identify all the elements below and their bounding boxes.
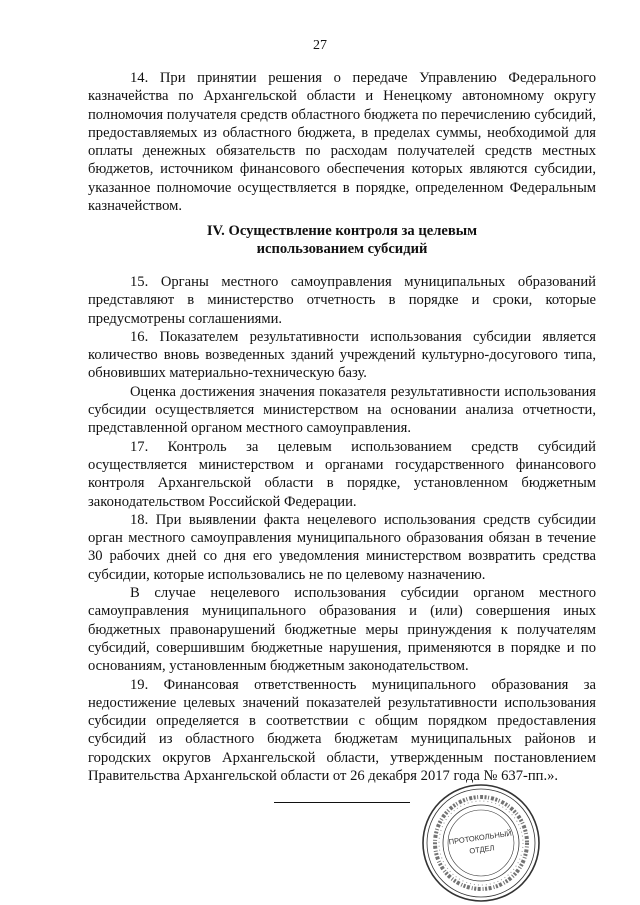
paragraph-19: 19. Финансовая ответственность муниципального образования за недостижение целевых значений показателей результативности использования субсидии определяется в соответствии с общим порядком предоставления субсидий из областного бюджета бюджетам муниципальных районов и городских округов Архангельской области, утвержденным постановлением Правительства Архангельской области от 26 декабря 2017 года № 637-пп.». — [88, 676, 596, 785]
protocol-department-stamp — [420, 782, 542, 904]
stamp-center-line-2: ОТДЕЛ — [468, 843, 495, 856]
page-number: 27 — [313, 38, 327, 53]
paragraph-18: 18. При выявлении факта нецелевого использования средств субсидии орган местного самоуправления муниципального образования обязан в течение 30 рабочих дней со дня его уведомления министерством возвратить средства субсидии, которые использовались не по целевому назначению. — [88, 511, 596, 583]
section-heading-line-2: использованием субсидий — [256, 241, 428, 258]
top-text-block — [88, 69, 596, 215]
main-text-block — [88, 273, 596, 785]
paragraph-16-assessment: Оценка достижения значения показателя результативности использования субсидии осуществляется министерством на основании анализа отчетности, представленной органом местного самоуправления. — [88, 383, 596, 437]
section-heading — [88, 222, 596, 259]
paragraph-17: 17. Контроль за целевым использованием средств субсидий осуществляется министерством и органами государственного финансового контроля Архангельской области в порядке, установленном бюджетным законодательством Российской Федерации. — [88, 438, 596, 510]
signature-line — [274, 802, 410, 803]
paragraph-14: 14. При принятии решения о передаче Управлению Федерального казначейства по Архангельской области и Ненецкому автономному округу полномочия получателя средств областного бюджета по перечислению субсидий, предоставляемых из областного бюджета, в пределах суммы, необходимой для оплаты денежных обязательств по расходам получателей средств местных бюджетов, источником финансового обеспечения которых являются субсидии, указанное полномочие осуществляется в порядке, определенном Федеральным казначейством. — [88, 70, 596, 215]
section-heading-line-1: IV. Осуществление контроля за целевым — [206, 223, 478, 239]
paragraph-18-misuse: В случае нецелевого использования субсидии органом местного самоуправления муниципального образования и (или) совершения иных бюджетных правонарушений бюджетные меры принуждения к получателям субсидий, совершившим бюджетные нарушения, применяются в порядке и по основаниям, установленным бюджетным законодательством. — [88, 585, 596, 675]
stamp-center-line-1: ПРОТОКОЛЬНЫЙ — [448, 828, 513, 847]
paragraph-15: 15. Органы местного самоуправления муниципальных образований представляют в министерство отчетность в порядке и сроки, которые предусмотрены соглашениями. — [88, 274, 596, 327]
paragraph-16: 16. Показателем результативности использования субсидии является количество вновь возведенных зданий учреждений культурно-досугового типа, обновивших материально-техническую базу. — [88, 328, 596, 382]
